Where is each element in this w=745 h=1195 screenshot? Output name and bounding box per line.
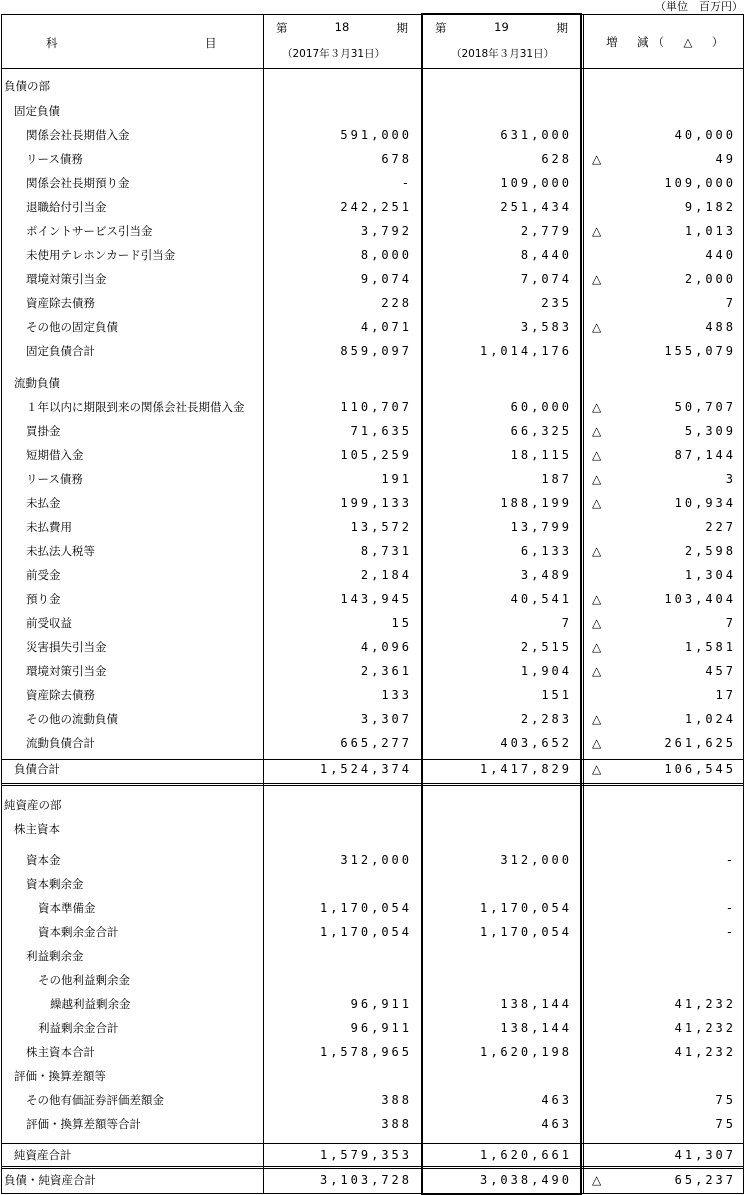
table-row bbox=[2, 757, 743, 781]
decrease-mark: △ bbox=[592, 736, 602, 750]
row-value-change bbox=[584, 74, 736, 98]
row-value-period-18: 1,170,054 bbox=[319, 901, 412, 915]
table-row bbox=[2, 491, 743, 515]
row-value-change: 103,404 bbox=[664, 592, 736, 606]
decrease-mark: △ bbox=[592, 664, 602, 678]
row-value-change: 440 bbox=[705, 248, 736, 262]
table-row bbox=[2, 419, 743, 443]
table-row bbox=[2, 1112, 743, 1136]
row-value-period-19: 7 bbox=[561, 616, 572, 630]
row-label: 固定負債 bbox=[14, 104, 60, 118]
row-value-change: 7 bbox=[725, 616, 736, 630]
row-label: 資本剰余金 bbox=[26, 877, 84, 891]
row-value-change: 75 bbox=[715, 1093, 736, 1107]
table-row bbox=[2, 467, 743, 491]
table-row bbox=[2, 992, 743, 1016]
decrease-mark: △ bbox=[592, 424, 602, 438]
decrease-mark: △ bbox=[592, 616, 602, 630]
row-label: 資本金 bbox=[26, 853, 61, 867]
row-value-period-18: 9,074 bbox=[360, 272, 412, 286]
decrease-mark: △ bbox=[592, 400, 602, 414]
row-value-change bbox=[584, 371, 736, 395]
row-value-period-19: 403,652 bbox=[500, 736, 572, 750]
row-label: 関係会社長期借入金 bbox=[26, 128, 130, 142]
row-value-change: 1,581 bbox=[684, 640, 736, 654]
row-value-change: 261,625 bbox=[664, 736, 736, 750]
row-value-period-19: 2,283 bbox=[520, 712, 572, 726]
table-row bbox=[2, 147, 743, 171]
row-value-change bbox=[584, 1064, 736, 1088]
row-label: 資本剰余金合計 bbox=[38, 925, 119, 939]
row-label: 短期借入金 bbox=[26, 448, 84, 462]
row-value-change: 2,000 bbox=[684, 272, 736, 286]
row-value-period-18 bbox=[264, 872, 412, 896]
row-value-period-18: 8,000 bbox=[360, 248, 412, 262]
header-period-18-post: 期 bbox=[396, 21, 408, 35]
decrease-mark: △ bbox=[592, 640, 602, 654]
row-label: 負債の部 bbox=[4, 79, 50, 93]
row-value-period-19 bbox=[422, 944, 572, 968]
decrease-mark: △ bbox=[592, 152, 602, 166]
row-value-period-19: 7,074 bbox=[520, 272, 572, 286]
row-value-period-18 bbox=[264, 944, 412, 968]
row-label: 前受金 bbox=[26, 568, 61, 582]
table-row bbox=[2, 817, 743, 841]
row-value-period-19 bbox=[422, 968, 572, 992]
table-row bbox=[2, 968, 743, 992]
row-value-period-18: 242,251 bbox=[340, 200, 412, 214]
row-value-period-18: 591,000 bbox=[340, 128, 412, 142]
table-row bbox=[2, 920, 743, 944]
row-value-period-18: 4,071 bbox=[360, 320, 412, 334]
row-value-change: 227 bbox=[705, 520, 736, 534]
row-value-period-18: 388 bbox=[381, 1117, 412, 1131]
row-value-period-18: 4,096 bbox=[360, 640, 412, 654]
row-value-change bbox=[584, 968, 736, 992]
row-label: リース債務 bbox=[26, 152, 83, 166]
row-label: 利益剰余金合計 bbox=[38, 1021, 119, 1035]
row-label: １年以内に期限到来の関係会社長期借入金 bbox=[26, 400, 245, 414]
row-value-change: 49 bbox=[715, 152, 736, 166]
table-row bbox=[2, 1040, 743, 1064]
decrease-mark: △ bbox=[592, 272, 602, 286]
table-row bbox=[2, 339, 743, 363]
table-row bbox=[2, 1143, 743, 1167]
row-value-period-18: 13,572 bbox=[350, 520, 412, 534]
header-rule bbox=[2, 68, 743, 69]
row-label: 負債合計 bbox=[14, 762, 60, 776]
table-row bbox=[2, 896, 743, 920]
row-value-period-18: 110,707 bbox=[340, 400, 412, 414]
table-row bbox=[2, 243, 743, 267]
row-value-period-19: 235 bbox=[541, 296, 572, 310]
decrease-mark: △ bbox=[592, 592, 602, 606]
row-value-period-19: 463 bbox=[541, 1093, 572, 1107]
row-label: 環境対策引当金 bbox=[26, 664, 107, 678]
table-row bbox=[2, 99, 743, 123]
row-value-change: 457 bbox=[705, 664, 736, 678]
row-value-change: 1,013 bbox=[684, 224, 736, 238]
row-value-period-19: 1,620,198 bbox=[479, 1045, 572, 1059]
row-label: 評価・換算差額等合計 bbox=[26, 1117, 141, 1131]
table-row bbox=[2, 1088, 743, 1112]
row-value-period-19: 109,000 bbox=[500, 176, 572, 190]
row-value-period-18: 665,277 bbox=[340, 736, 412, 750]
row-value-period-18: 71,635 bbox=[350, 424, 412, 438]
row-value-period-19: 151 bbox=[541, 688, 572, 702]
row-value-period-18: 388 bbox=[381, 1093, 412, 1107]
table-row bbox=[2, 195, 743, 219]
row-value-period-18: 1,170,054 bbox=[319, 925, 412, 939]
row-value-change: - bbox=[725, 901, 736, 915]
decrease-mark: △ bbox=[592, 320, 602, 334]
table-row bbox=[2, 563, 743, 587]
net-assets-total-rule bbox=[2, 1143, 743, 1144]
row-value-change: 41,232 bbox=[674, 997, 736, 1011]
row-value-period-18: 15 bbox=[391, 616, 412, 630]
header-subject-left: 科 bbox=[46, 36, 58, 50]
row-value-period-18: 2,361 bbox=[360, 664, 412, 678]
row-value-change: 3 bbox=[725, 472, 736, 486]
row-value-period-19: 1,620,661 bbox=[479, 1148, 572, 1162]
row-label: 負債・純資産合計 bbox=[4, 1173, 96, 1187]
row-label: 資産除去債務 bbox=[26, 296, 95, 310]
row-value-period-19 bbox=[422, 74, 572, 98]
row-label: 流動負債 bbox=[14, 376, 60, 390]
row-value-change: 155,079 bbox=[664, 344, 736, 358]
header-subject-right: 目 bbox=[205, 36, 217, 50]
balance-sheet-table bbox=[1, 14, 744, 1194]
row-value-change bbox=[584, 817, 736, 841]
row-value-change: 109,000 bbox=[664, 176, 736, 190]
table-row bbox=[2, 123, 743, 147]
row-value-change bbox=[584, 872, 736, 896]
table-row bbox=[2, 1064, 743, 1088]
table-row bbox=[2, 848, 743, 872]
row-value-period-18 bbox=[264, 74, 412, 98]
row-value-period-19 bbox=[422, 793, 572, 817]
row-value-period-19: 8,440 bbox=[520, 248, 572, 262]
row-value-change bbox=[584, 99, 736, 123]
row-value-period-19: 6,133 bbox=[520, 544, 572, 558]
row-value-period-19: 1,170,054 bbox=[479, 925, 572, 939]
row-value-period-18: 678 bbox=[381, 152, 412, 166]
row-value-change: 41,232 bbox=[674, 1021, 736, 1035]
row-value-period-19: 463 bbox=[541, 1117, 572, 1131]
row-value-period-18: 105,259 bbox=[340, 448, 412, 462]
row-value-period-19: 1,014,176 bbox=[479, 344, 572, 358]
row-value-period-19 bbox=[422, 872, 572, 896]
row-label: 未使用テレホンカード引当金 bbox=[26, 248, 176, 262]
row-value-period-18: 96,911 bbox=[350, 1021, 412, 1035]
row-value-period-19: 251,434 bbox=[500, 200, 572, 214]
row-value-period-19: 1,417,829 bbox=[479, 762, 572, 776]
row-value-change: 75 bbox=[715, 1117, 736, 1131]
row-value-change: 5,309 bbox=[684, 424, 736, 438]
row-value-period-18: 3,792 bbox=[360, 224, 412, 238]
table-row bbox=[2, 171, 743, 195]
row-label: 利益剰余金 bbox=[26, 949, 84, 963]
row-label: 買掛金 bbox=[26, 424, 61, 438]
table-row bbox=[2, 707, 743, 731]
header-period-19 bbox=[435, 20, 568, 36]
header-period-19-date: （2018年３月31日） bbox=[451, 48, 555, 60]
row-value-period-18: 228 bbox=[381, 296, 412, 310]
decrease-mark: △ bbox=[592, 472, 602, 486]
table-row bbox=[2, 395, 743, 419]
header-period-19-pre: 第 bbox=[435, 21, 447, 35]
table-row bbox=[2, 1168, 743, 1192]
row-value-change: 2,598 bbox=[684, 544, 736, 558]
table-row bbox=[2, 872, 743, 896]
table-row bbox=[2, 587, 743, 611]
row-value-change: 488 bbox=[705, 320, 736, 334]
row-label: 固定負債合計 bbox=[26, 344, 95, 358]
row-value-period-19: 2,779 bbox=[520, 224, 572, 238]
row-value-period-19: 60,000 bbox=[510, 400, 572, 414]
table-row bbox=[2, 219, 743, 243]
decrease-mark: △ bbox=[592, 762, 602, 776]
decrease-mark: △ bbox=[592, 544, 602, 558]
row-value-period-19: 138,144 bbox=[500, 997, 572, 1011]
header-period-18 bbox=[276, 20, 408, 36]
row-value-period-19: 18,115 bbox=[510, 448, 572, 462]
table-row bbox=[2, 659, 743, 683]
row-value-change: 7 bbox=[725, 296, 736, 310]
row-value-period-19 bbox=[422, 1064, 572, 1088]
table-row bbox=[2, 443, 743, 467]
row-value-change: 17 bbox=[715, 688, 736, 702]
row-value-period-18: - bbox=[401, 176, 412, 190]
row-value-period-18 bbox=[264, 1064, 412, 1088]
row-value-period-18: 199,133 bbox=[340, 496, 412, 510]
table-row bbox=[2, 635, 743, 659]
row-value-period-18 bbox=[264, 793, 412, 817]
row-value-period-18: 1,579,353 bbox=[319, 1148, 412, 1162]
table-row bbox=[2, 74, 743, 98]
row-value-change: 1,304 bbox=[684, 568, 736, 582]
header-period-18-pre: 第 bbox=[276, 21, 288, 35]
row-value-period-19: 1,170,054 bbox=[479, 901, 572, 915]
row-value-period-18: 1,578,965 bbox=[319, 1045, 412, 1059]
row-value-period-18: 191 bbox=[381, 472, 412, 486]
row-value-period-19: 138,144 bbox=[500, 1021, 572, 1035]
row-value-period-18: 1,524,374 bbox=[319, 762, 412, 776]
header-period-18-date: （2017年３月31日） bbox=[282, 48, 386, 60]
row-value-change: 9,182 bbox=[684, 200, 736, 214]
table-row bbox=[2, 515, 743, 539]
row-label: 関係会社長期預り金 bbox=[26, 176, 130, 190]
row-value-period-18: 8,731 bbox=[360, 544, 412, 558]
row-value-change: - bbox=[725, 925, 736, 939]
row-label: その他の固定負債 bbox=[26, 320, 118, 334]
row-value-period-18 bbox=[264, 817, 412, 841]
row-value-period-19: 187 bbox=[541, 472, 572, 486]
row-value-period-19: 3,583 bbox=[520, 320, 572, 334]
table-row bbox=[2, 539, 743, 563]
row-value-period-18: 3,307 bbox=[360, 712, 412, 726]
row-value-period-18: 3,103,728 bbox=[319, 1173, 412, 1187]
row-value-change: 41,307 bbox=[674, 1148, 736, 1162]
row-label: 未払金 bbox=[26, 496, 61, 510]
row-label: 流動負債合計 bbox=[26, 736, 95, 750]
row-value-period-19 bbox=[422, 371, 572, 395]
table-row bbox=[2, 315, 743, 339]
row-value-period-18: 96,911 bbox=[350, 997, 412, 1011]
row-value-change: 1,024 bbox=[684, 712, 736, 726]
row-value-period-18: 143,945 bbox=[340, 592, 412, 606]
row-value-period-19: 628 bbox=[541, 152, 572, 166]
row-label: 株主資本 bbox=[14, 822, 60, 836]
row-value-period-18: 133 bbox=[381, 688, 412, 702]
row-value-change: 50,707 bbox=[674, 400, 736, 414]
table-row bbox=[2, 611, 743, 635]
header-period-19-num: 19 bbox=[494, 20, 509, 34]
row-value-change bbox=[584, 944, 736, 968]
header-period-19-post: 期 bbox=[556, 21, 568, 35]
row-value-change: 106,545 bbox=[664, 762, 736, 776]
row-label: 評価・換算差額等 bbox=[14, 1069, 106, 1083]
row-label: 災害損失引当金 bbox=[26, 640, 107, 654]
row-value-period-19: 3,038,490 bbox=[479, 1173, 572, 1187]
row-value-period-18 bbox=[264, 371, 412, 395]
row-value-period-18 bbox=[264, 968, 412, 992]
table-row bbox=[2, 371, 743, 395]
row-label: 退職給付引当金 bbox=[26, 200, 107, 214]
row-label: 未払費用 bbox=[26, 520, 72, 534]
row-label: 資産除去債務 bbox=[26, 688, 95, 702]
decrease-mark: △ bbox=[592, 496, 602, 510]
row-label: その他有価証券評価差額金 bbox=[26, 1093, 164, 1107]
row-label: ポイントサービス引当金 bbox=[26, 224, 153, 238]
row-label: 純資産の部 bbox=[4, 798, 62, 812]
row-value-period-19: 631,000 bbox=[500, 128, 572, 142]
row-value-period-19 bbox=[422, 817, 572, 841]
table-row bbox=[2, 291, 743, 315]
row-value-change bbox=[584, 793, 736, 817]
row-label: 繰越利益剰余金 bbox=[50, 997, 131, 1011]
row-label: その他利益剰余金 bbox=[38, 973, 130, 987]
decrease-mark: △ bbox=[592, 712, 602, 726]
liabilities-end-rule bbox=[2, 783, 743, 786]
table-row bbox=[2, 731, 743, 755]
decrease-mark: △ bbox=[592, 224, 602, 238]
row-label: 資本準備金 bbox=[38, 901, 96, 915]
row-value-change: 65,237 bbox=[674, 1173, 736, 1187]
row-label: リース債務 bbox=[26, 472, 83, 486]
row-label: 株主資本合計 bbox=[26, 1045, 95, 1059]
row-value-change: - bbox=[725, 853, 736, 867]
row-value-period-19 bbox=[422, 99, 572, 123]
row-value-period-19: 2,515 bbox=[520, 640, 572, 654]
row-value-period-19: 188,199 bbox=[500, 496, 572, 510]
row-value-change: 87,144 bbox=[674, 448, 736, 462]
row-value-change: 41,232 bbox=[674, 1045, 736, 1059]
row-value-period-18: 859,097 bbox=[340, 344, 412, 358]
row-label: その他の流動負債 bbox=[26, 712, 118, 726]
row-value-period-18: 2,184 bbox=[360, 568, 412, 582]
decrease-mark: △ bbox=[592, 1173, 602, 1187]
row-value-period-19: 66,325 bbox=[510, 424, 572, 438]
row-value-period-18 bbox=[264, 99, 412, 123]
header-period-18-num: 18 bbox=[334, 20, 350, 34]
table-row bbox=[2, 683, 743, 707]
net-assets-end-rule bbox=[2, 1166, 743, 1169]
row-label: 前受収益 bbox=[26, 616, 72, 630]
header-change: 増 減（ △ ） bbox=[606, 35, 728, 49]
liabilities-total-rule bbox=[2, 759, 743, 760]
row-label: 純資産合計 bbox=[14, 1148, 72, 1162]
row-value-change: 40,000 bbox=[674, 128, 736, 142]
decrease-mark: △ bbox=[592, 448, 602, 462]
row-value-period-18: 312,000 bbox=[340, 853, 412, 867]
row-value-period-19: 3,489 bbox=[520, 568, 572, 582]
unit-note: （単位 百万円） bbox=[655, 0, 743, 13]
table-row bbox=[2, 1016, 743, 1040]
row-label: 預り金 bbox=[26, 592, 61, 606]
table-row bbox=[2, 944, 743, 968]
row-label: 未払法人税等 bbox=[26, 544, 95, 558]
row-value-change: 10,934 bbox=[674, 496, 736, 510]
table-row bbox=[2, 267, 743, 291]
table-row bbox=[2, 793, 743, 817]
row-value-period-19: 1,904 bbox=[520, 664, 572, 678]
row-label: 環境対策引当金 bbox=[26, 272, 107, 286]
row-value-period-19: 13,799 bbox=[510, 520, 572, 534]
row-value-period-19: 40,541 bbox=[510, 592, 572, 606]
row-value-period-19: 312,000 bbox=[500, 853, 572, 867]
